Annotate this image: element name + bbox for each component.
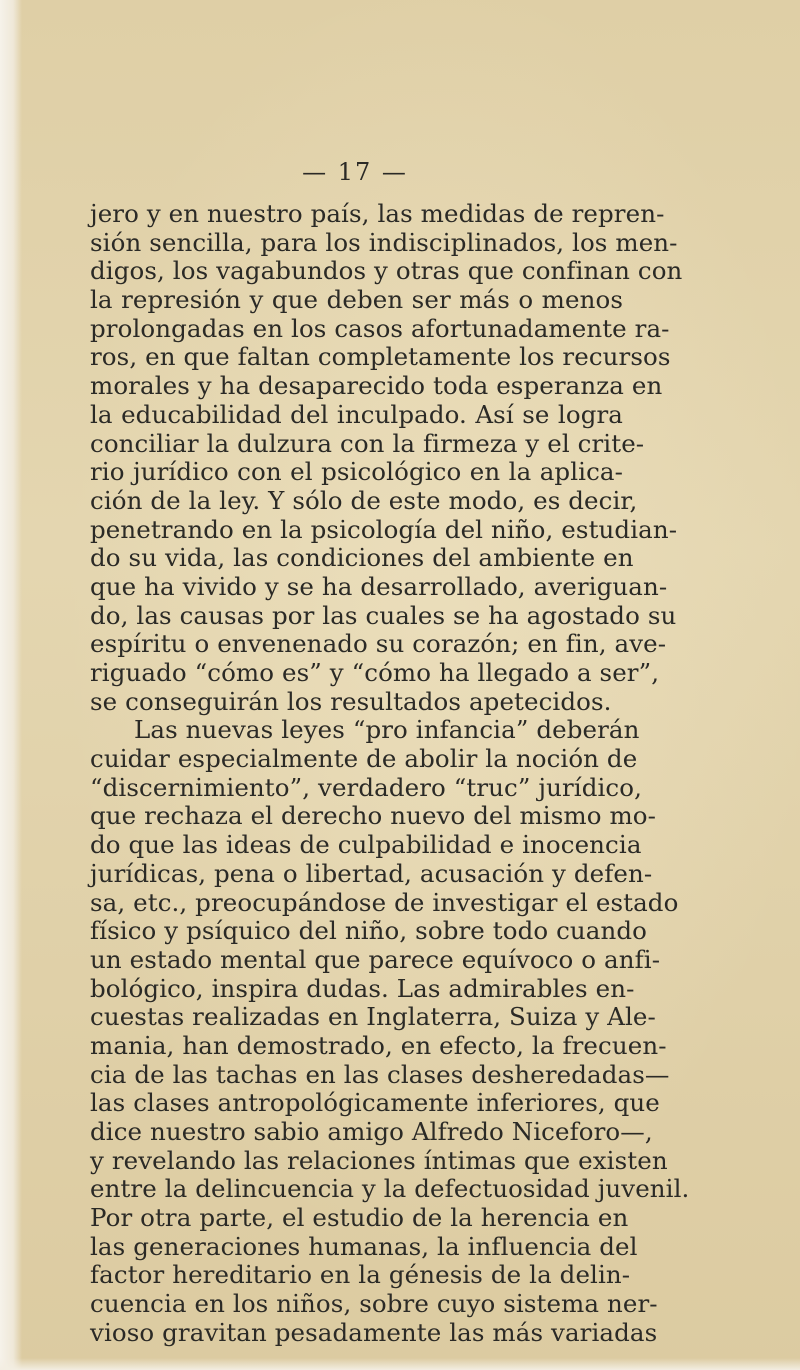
text-line: riguado “cómo es” y “cómo ha llegado a ser”, [90, 658, 660, 687]
body-text [90, 199, 690, 1348]
text-line: mania, han demostrado, en efecto, la frecuen- [90, 1030, 667, 1060]
text-line: do que las ideas de culpabilidad e inocencia [90, 830, 642, 860]
text-line: rio jurídico con el psicológico en la aplica- [90, 457, 623, 487]
text-line: vioso gravitan pesadamente las más variadas [90, 1317, 658, 1347]
paragraph-start-line: Las nuevas leyes “pro infancia” deberán [134, 715, 640, 745]
text-line: dice nuestro sabio amigo Alfredo Niceforo—, [90, 1117, 653, 1146]
text-line: cuidar especialmente de abolir la noción de [90, 744, 638, 774]
text-line: ción de la ley. Y sólo de este modo, es decir, [90, 485, 638, 515]
page-number: — 17 — [302, 158, 408, 186]
text-line: entre la delincuencia y la defectuosidad juvenil. [90, 1174, 690, 1204]
text-line: y revelando las relaciones íntimas que existen [90, 1145, 668, 1175]
text-line: penetrando en la psicología del niño, estudian- [90, 514, 678, 544]
text-line: que ha vivido y se ha desarrollado, averiguan- [90, 571, 668, 601]
text-line: cuencia en los niños, sobre cuyo sistema ner- [90, 1289, 658, 1319]
page-left-margin [0, 0, 22, 1370]
text-line: morales y ha desaparecido toda esperanza en [90, 371, 663, 401]
text-line: ros, en que faltan completamente los recursos [90, 342, 671, 372]
text-line: la educabilidad del inculpado. Así se logra [90, 399, 623, 429]
text-line: jero y en nuestro país, las medidas de repren- [90, 199, 665, 228]
text-line: un estado mental que parece equívoco o anfi- [90, 944, 661, 974]
text-line: físico y psíquico del niño, sobre todo cuando [90, 916, 648, 946]
text-line: do, las causas por las cuales se ha agostado su [90, 600, 677, 630]
text-line: cia de las tachas en las clases desheredadas— [90, 1059, 670, 1089]
text-line: las generaciones humanas, la influencia del [90, 1231, 638, 1261]
text-line: espíritu o envenenado su corazón; en fin, ave- [90, 629, 667, 659]
text-line: digos, los vagabundos y otras que confinan con [90, 256, 683, 286]
text-line: “discernimiento”, verdadero “truc” jurídico, [90, 772, 642, 802]
text-line: sa, etc., preocupándose de investigar el estado [90, 887, 679, 917]
text-line: conciliar la dulzura con la firmeza y el crite- [90, 428, 645, 458]
text-line: las clases antropológicamente inferiores, que [90, 1088, 660, 1118]
text-line: la represión y que deben ser más o menos [90, 285, 623, 315]
text-line: se conseguirán los resultados apetecidos. [90, 686, 612, 716]
text-line: jurídicas, pena o libertad, acusación y defen- [90, 858, 653, 888]
text-line: cuestas realizadas en Inglaterra, Suiza y Ale- [90, 1002, 656, 1032]
text-line: que rechaza el derecho nuevo del mismo mo- [90, 801, 657, 831]
text-line: Por otra parte, el estudio de la herencia en [90, 1203, 629, 1233]
page-bottom-margin [0, 1358, 800, 1370]
text-line: bológico, inspira dudas. Las admirables en- [90, 973, 635, 1003]
text-line: factor hereditario en la génesis de la delin- [90, 1260, 631, 1290]
text-line: sión sencilla, para los indisciplinados, los men- [90, 227, 678, 257]
text-line: prolongadas en los casos afortunadamente ra- [90, 313, 670, 343]
text-line: do su vida, las condiciones del ambiente en [90, 543, 634, 573]
